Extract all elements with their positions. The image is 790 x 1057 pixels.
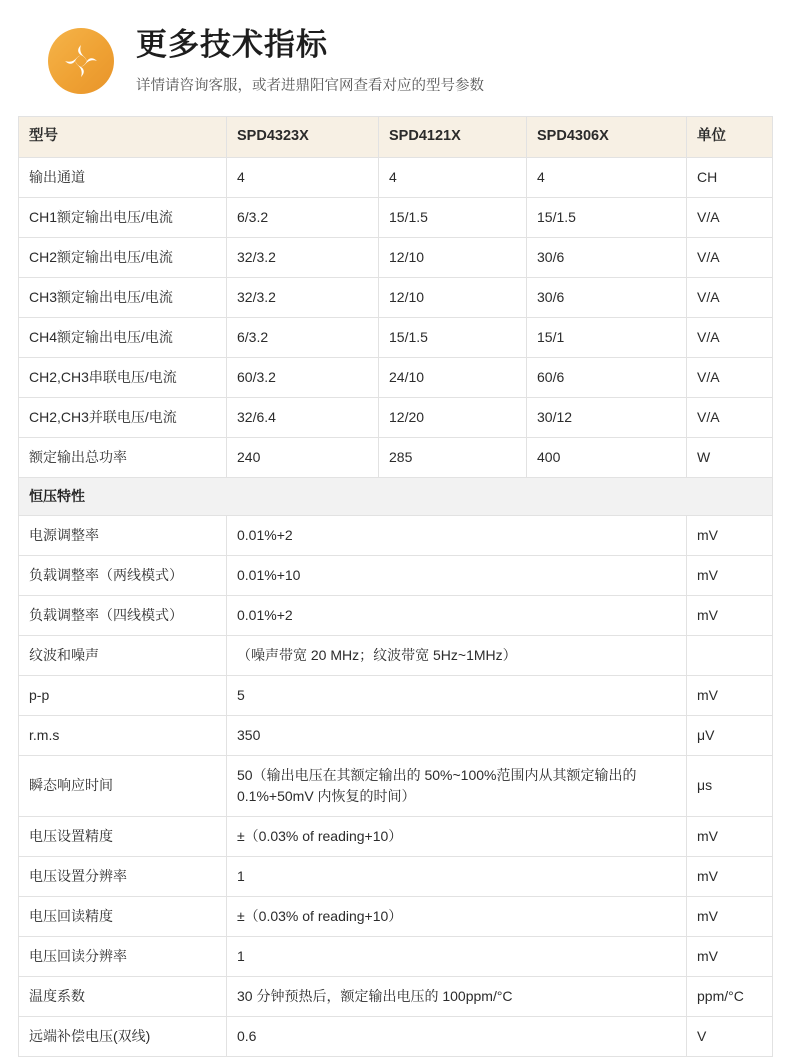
row-value-2: 15/1.5 (379, 317, 527, 357)
row-value-3: 30/12 (527, 397, 687, 437)
table-row (19, 896, 773, 936)
row-parameter: 负载调整率（四线模式） (19, 595, 227, 635)
table-row (19, 197, 773, 237)
table-row (19, 555, 773, 595)
row-value-1: 6/3.2 (227, 197, 379, 237)
row-parameter: 电压设置精度 (19, 816, 227, 856)
table-row (19, 437, 773, 477)
row-parameter: r.m.s (19, 715, 227, 755)
row-parameter: CH4额定输出电压/电流 (19, 317, 227, 357)
row-parameter: 电压回读精度 (19, 896, 227, 936)
row-parameter: CH2额定输出电压/电流 (19, 237, 227, 277)
row-parameter: CH1额定输出电压/电流 (19, 197, 227, 237)
swirl-icon (48, 28, 114, 94)
row-unit: V/A (687, 197, 773, 237)
row-parameter: 电压设置分辨率 (19, 856, 227, 896)
table-row (19, 157, 773, 197)
table-row (19, 816, 773, 856)
row-unit: mV (687, 896, 773, 936)
table-row (19, 675, 773, 715)
row-value-merged: 0.01%+10 (227, 555, 687, 595)
row-value-2: 285 (379, 437, 527, 477)
row-value-merged: （噪声带宽 20 MHz；纹波带宽 5Hz~1MHz） (227, 635, 687, 675)
row-value-merged: 0.6 (227, 1016, 687, 1056)
row-unit: mV (687, 515, 773, 555)
row-unit: μs (687, 755, 773, 816)
row-unit: CH (687, 157, 773, 197)
row-parameter: p-p (19, 675, 227, 715)
table-row (19, 1016, 773, 1056)
spec-table-wrapper (0, 116, 790, 1057)
table-row (19, 856, 773, 896)
row-value-1: 240 (227, 437, 379, 477)
page-subtitle: 详情请咨询客服，或者进鼎阳官网查看对应的型号参数 (136, 77, 484, 94)
page-header (0, 0, 790, 116)
row-value-2: 24/10 (379, 357, 527, 397)
table-row (19, 317, 773, 357)
row-parameter: 纹波和噪声 (19, 635, 227, 675)
row-unit: mV (687, 675, 773, 715)
row-value-merged: 0.01%+2 (227, 595, 687, 635)
row-value-merged: ±（0.03% of reading+10） (227, 816, 687, 856)
spec-table (18, 116, 773, 1057)
row-value-2: 4 (379, 157, 527, 197)
row-unit: μV (687, 715, 773, 755)
row-value-merged: 30 分钟预热后，额定输出电压的 100ppm/°C (227, 976, 687, 1016)
row-value-3: 15/1 (527, 317, 687, 357)
row-value-merged: 350 (227, 715, 687, 755)
row-parameter: 远端补偿电压(双线) (19, 1016, 227, 1056)
table-row (19, 357, 773, 397)
header-text-block (136, 26, 484, 96)
row-value-1: 32/6.4 (227, 397, 379, 437)
row-unit: V/A (687, 277, 773, 317)
row-parameter: 额定输出总功率 (19, 437, 227, 477)
row-parameter: 输出通道 (19, 157, 227, 197)
row-value-1: 32/3.2 (227, 237, 379, 277)
row-value-1: 60/3.2 (227, 357, 379, 397)
row-value-merged: 5 (227, 675, 687, 715)
section-label: 恒压特性 (19, 477, 773, 515)
row-value-1: 32/3.2 (227, 277, 379, 317)
column-header-unit: 单位 (687, 117, 773, 158)
table-row (19, 976, 773, 1016)
page-title: 更多技术指标 (136, 27, 328, 62)
row-value-merged: 1 (227, 936, 687, 976)
row-parameter: 负载调整率（两线模式） (19, 555, 227, 595)
row-unit: V/A (687, 397, 773, 437)
table-header (19, 117, 773, 158)
row-unit: mV (687, 555, 773, 595)
table-row (19, 515, 773, 555)
row-value-merged: ±（0.03% of reading+10） (227, 896, 687, 936)
row-value-2: 12/20 (379, 397, 527, 437)
column-header-spd4306x: SPD4306X (527, 117, 687, 158)
row-parameter: CH2,CH3串联电压/电流 (19, 357, 227, 397)
row-unit: mV (687, 816, 773, 856)
row-value-3: 30/6 (527, 277, 687, 317)
row-value-3: 4 (527, 157, 687, 197)
row-value-merged: 1 (227, 856, 687, 896)
row-unit: V/A (687, 357, 773, 397)
row-value-2: 12/10 (379, 237, 527, 277)
row-value-3: 15/1.5 (527, 197, 687, 237)
table-body (19, 157, 773, 1056)
row-parameter: 电源调整率 (19, 515, 227, 555)
row-parameter: 温度系数 (19, 976, 227, 1016)
row-unit: V/A (687, 237, 773, 277)
row-unit: mV (687, 936, 773, 976)
row-unit: V (687, 1016, 773, 1056)
row-value-2: 12/10 (379, 277, 527, 317)
row-parameter: CH2,CH3并联电压/电流 (19, 397, 227, 437)
column-header-spd4323x: SPD4323X (227, 117, 379, 158)
row-parameter: 电压回读分辨率 (19, 936, 227, 976)
row-parameter: 瞬态响应时间 (19, 755, 227, 816)
row-value-1: 4 (227, 157, 379, 197)
row-value-1: 6/3.2 (227, 317, 379, 357)
table-row (19, 755, 773, 816)
row-value-3: 60/6 (527, 357, 687, 397)
table-row (19, 277, 773, 317)
row-unit: mV (687, 595, 773, 635)
row-unit: W (687, 437, 773, 477)
row-value-3: 400 (527, 437, 687, 477)
row-value-3: 30/6 (527, 237, 687, 277)
column-header-model: 型号 (19, 117, 227, 158)
table-row (19, 237, 773, 277)
table-row (19, 715, 773, 755)
table-row (19, 936, 773, 976)
row-unit: ppm/°C (687, 976, 773, 1016)
row-value-merged: 0.01%+2 (227, 515, 687, 555)
row-value-2: 15/1.5 (379, 197, 527, 237)
table-header-row (19, 117, 773, 158)
table-row (19, 595, 773, 635)
table-row (19, 635, 773, 675)
column-header-spd4121x: SPD4121X (379, 117, 527, 158)
row-value-merged: 50（输出电压在其额定输出的 50%~100%范围内从其额定输出的 0.1%+50mV 内恢复的时间） (227, 755, 687, 816)
row-parameter: CH3额定输出电压/电流 (19, 277, 227, 317)
row-unit: V/A (687, 317, 773, 357)
row-unit: mV (687, 856, 773, 896)
row-unit (687, 635, 773, 675)
table-section-row (19, 477, 773, 515)
table-row (19, 397, 773, 437)
